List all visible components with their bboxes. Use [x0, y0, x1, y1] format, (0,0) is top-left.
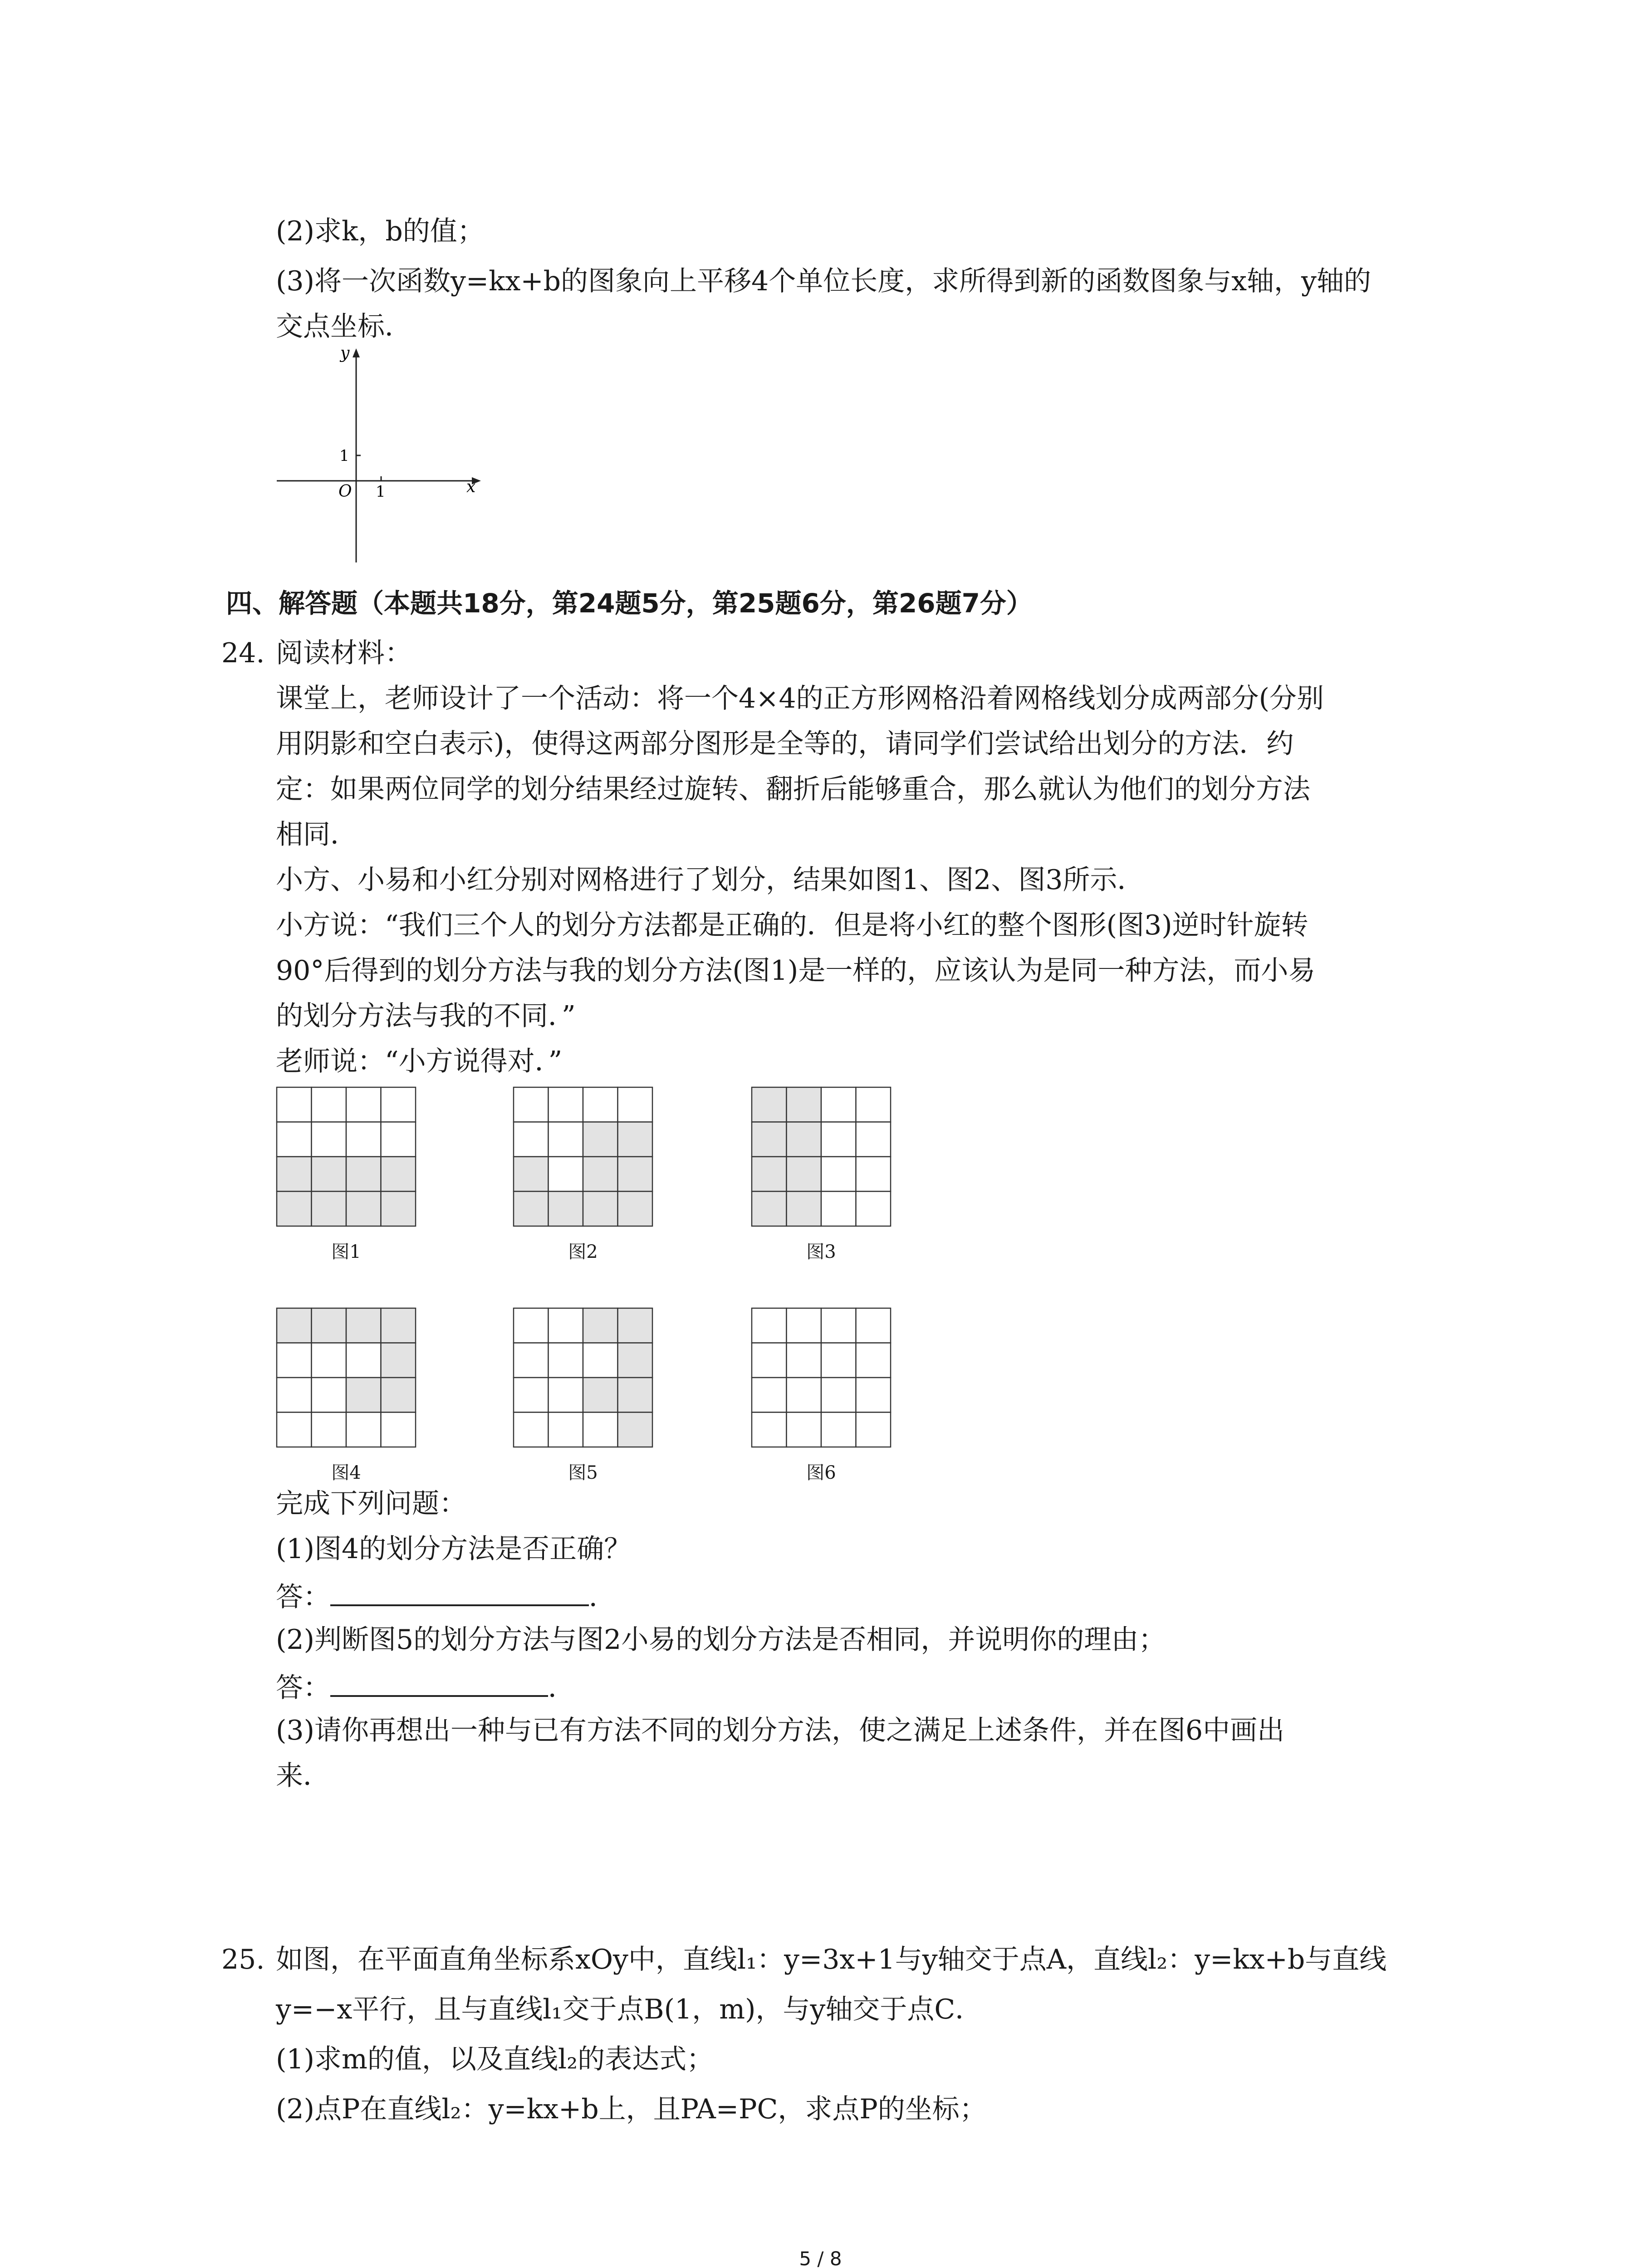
- figure-caption: 图2: [568, 1242, 598, 1262]
- q25-number: 25.: [221, 1944, 265, 1975]
- grid-cell-blank[interactable]: [821, 1308, 856, 1343]
- figure-caption: 图1: [331, 1242, 361, 1262]
- grid-cell-shaded: [311, 1308, 346, 1343]
- grid-cell-blank: [583, 1343, 618, 1378]
- grid-cell-blank[interactable]: [786, 1413, 821, 1447]
- grid-cell-blank[interactable]: [752, 1413, 787, 1447]
- grid-cell-blank: [583, 1087, 618, 1122]
- grid-cell-shaded: [786, 1157, 821, 1192]
- grid-cell-shaded: [618, 1157, 653, 1192]
- y-axis-label: y: [340, 344, 350, 362]
- grid-cell-shaded: [381, 1157, 416, 1192]
- q24-q2: (2)判断图5的划分方法与图2小易的划分方法是否相同，并说明你的理由；: [276, 1624, 1166, 1656]
- q23-part2: (2)求k，b的值；: [276, 215, 485, 247]
- grid-cell-blank: [821, 1122, 856, 1157]
- q24-answer-2: [276, 1667, 575, 1706]
- grid-cell-shaded: [277, 1157, 312, 1192]
- grid-cell-shaded: [381, 1343, 416, 1378]
- grid-cell-blank: [311, 1122, 346, 1157]
- grid-cell-blank: [311, 1343, 346, 1378]
- grid-cell-blank[interactable]: [821, 1378, 856, 1413]
- q24-p1-line: 相同．: [276, 819, 358, 850]
- grid-svg: [513, 1086, 653, 1227]
- grid-cell-blank[interactable]: [786, 1343, 821, 1378]
- grid-cell-shaded: [381, 1308, 416, 1343]
- q24-p3-line: 的划分方法与我的不同．”: [276, 1000, 576, 1032]
- grid-cell-blank: [277, 1378, 312, 1413]
- answer-period: ．: [548, 1672, 575, 1704]
- grid-cell-blank: [311, 1087, 346, 1122]
- figure-caption: 图3: [806, 1242, 836, 1262]
- grid-cell-shaded: [548, 1192, 583, 1227]
- q24-number: 24.: [221, 637, 265, 669]
- grid-cell-blank: [514, 1122, 549, 1157]
- grid-cell-shaded: [618, 1413, 653, 1447]
- grid-cell-shaded: [583, 1122, 618, 1157]
- q24-p1-line: 用阴影和空白表示)，使得这两部分图形是全等的，请同学们尝试给出划分的方法．约: [276, 728, 1294, 760]
- q25-part1: (1)求m的值，以及直线l₂的表达式；: [276, 2043, 714, 2075]
- grid-cell-blank[interactable]: [856, 1308, 891, 1343]
- grid-cell-blank[interactable]: [786, 1308, 821, 1343]
- grid-cell-blank: [277, 1087, 312, 1122]
- grid-cell-blank: [548, 1343, 583, 1378]
- grid-svg: [751, 1086, 892, 1227]
- grid-figure-1: [276, 1086, 416, 1227]
- grid-cell-blank: [856, 1122, 891, 1157]
- grid-cell-blank: [821, 1087, 856, 1122]
- q24-task: 完成下列问题：: [276, 1488, 466, 1520]
- answer-label: 答：: [276, 1672, 330, 1704]
- answer-period: ．: [589, 1581, 616, 1613]
- grid-cell-shaded: [786, 1087, 821, 1122]
- q24-intro: 阅读材料：: [276, 637, 412, 669]
- figure-caption: 图6: [806, 1462, 836, 1483]
- grid-cell-shaded: [583, 1308, 618, 1343]
- grid-cell-blank: [346, 1122, 381, 1157]
- q24-p4: 老师说：“小方说得对．”: [276, 1046, 563, 1077]
- grid-cell-shaded: [752, 1157, 787, 1192]
- grid-cell-shaded: [752, 1087, 787, 1122]
- grid-svg: [276, 1307, 416, 1448]
- grid-figure-5: [513, 1307, 653, 1448]
- grid-cell-shaded: [346, 1308, 381, 1343]
- q25-line1: 如图，在平面直角坐标系xOy中，直线l₁：y=3x+1与y轴交于点A，直线l₂：y=kx+b与直线: [276, 1944, 1387, 1975]
- grid-cell-blank[interactable]: [752, 1308, 787, 1343]
- section-4-heading: 四、解答题（本题共18分，第24题5分，第25题6分，第26题7分）: [226, 588, 1033, 619]
- grid-cell-shaded: [381, 1192, 416, 1227]
- grid-cell-blank: [583, 1413, 618, 1447]
- grid-cell-blank: [381, 1087, 416, 1122]
- grid-cell-blank: [514, 1343, 549, 1378]
- grid-cell-blank: [277, 1413, 312, 1447]
- grid-cell-blank: [821, 1192, 856, 1227]
- grid-figure-2: [513, 1086, 653, 1227]
- grid-figure-4: [276, 1307, 416, 1448]
- grid-cell-blank[interactable]: [821, 1343, 856, 1378]
- q25-part2: (2)点P在直线l₂：y=kx+b上，且PA=PC，求点P的坐标；: [276, 2093, 987, 2125]
- grid-cell-shaded: [381, 1378, 416, 1413]
- grid-cell-blank: [548, 1157, 583, 1192]
- figure-caption: 图5: [568, 1462, 598, 1483]
- q25-line2: y=−x平行，且与直线l₁交于点B(1，m)，与y轴交于点C．: [276, 1994, 983, 2025]
- grid-figure-6[interactable]: [751, 1307, 892, 1448]
- q23-part3-line2: 交点坐标．: [276, 311, 412, 342]
- grid-cell-blank: [548, 1122, 583, 1157]
- grid-cell-shaded: [514, 1157, 549, 1192]
- grid-cell-blank: [548, 1413, 583, 1447]
- grid-cell-blank: [514, 1413, 549, 1447]
- grid-cell-blank: [514, 1087, 549, 1122]
- grid-cell-shaded: [786, 1122, 821, 1157]
- grid-cell-shaded: [277, 1192, 312, 1227]
- origin-label: O: [338, 482, 352, 501]
- answer-blank-2[interactable]: [330, 1667, 548, 1697]
- grid-cell-shaded: [618, 1343, 653, 1378]
- grid-cell-shaded: [346, 1157, 381, 1192]
- grid-cell-shaded: [786, 1192, 821, 1227]
- grid-cell-shaded: [346, 1378, 381, 1413]
- y-tick-label: 1: [339, 447, 349, 465]
- grid-cell-blank: [821, 1157, 856, 1192]
- grid-cell-blank: [618, 1087, 653, 1122]
- grid-cell-blank[interactable]: [786, 1378, 821, 1413]
- grid-cell-blank[interactable]: [856, 1413, 891, 1447]
- grid-cell-blank[interactable]: [856, 1343, 891, 1378]
- q24-p1-line: 课堂上，老师设计了一个活动：将一个4×4的正方形网格沿着网格线划分成两部分(分别: [276, 683, 1324, 714]
- coordinate-axes-figure: [272, 340, 490, 567]
- grid-cell-blank: [514, 1378, 549, 1413]
- page-number: 5 / 8: [799, 2248, 842, 2268]
- grid-cell-shaded: [752, 1192, 787, 1227]
- grid-svg: [513, 1307, 653, 1448]
- grid-cell-blank: [311, 1378, 346, 1413]
- grid-cell-blank: [514, 1308, 549, 1343]
- q24-p3-line: 小方说：“我们三个人的划分方法都是正确的．但是将小红的整个图形(图3)逆时针旋转: [276, 909, 1308, 941]
- grid-cell-shaded: [752, 1122, 787, 1157]
- grid-cell-blank[interactable]: [752, 1343, 787, 1378]
- grid-cell-shaded: [514, 1192, 549, 1227]
- q24-q3-line2: 来．: [276, 1760, 330, 1792]
- grid-cell-shaded: [311, 1192, 346, 1227]
- grid-cell-shaded: [346, 1192, 381, 1227]
- grid-cell-blank[interactable]: [821, 1413, 856, 1447]
- q24-p1-line: 定：如果两位同学的划分结果经过旋转、翻折后能够重合，那么就认为他们的划分方法: [276, 773, 1310, 805]
- grid-cell-blank: [856, 1192, 891, 1227]
- grid-cell-blank: [311, 1413, 346, 1447]
- grid-cell-shaded: [618, 1192, 653, 1227]
- grid-cell-shaded: [277, 1308, 312, 1343]
- grid-cell-shaded: [618, 1378, 653, 1413]
- q24-q1: (1)图4的划分方法是否正确？: [276, 1533, 632, 1565]
- grid-cell-blank: [548, 1087, 583, 1122]
- grid-cell-blank: [856, 1157, 891, 1192]
- q24-answer-1: [276, 1576, 616, 1615]
- grid-cell-blank: [346, 1413, 381, 1447]
- grid-cell-blank: [548, 1378, 583, 1413]
- q24-p2: 小方、小易和小红分别对网格进行了划分，结果如图1、图2、图3所示．: [276, 864, 1145, 896]
- x-tick-label: 1: [376, 483, 386, 501]
- answer-label: 答：: [276, 1581, 330, 1613]
- grid-svg: [751, 1307, 892, 1448]
- grid-cell-shaded: [618, 1308, 653, 1343]
- grid-svg: [276, 1086, 416, 1227]
- q23-part3-line1: (3)将一次函数y=kx+b的图象向上平移4个单位长度，求所得到新的函数图象与x轴，y轴的: [276, 265, 1371, 297]
- answer-blank-1[interactable]: [330, 1576, 589, 1606]
- q24-p3-line: 90°后得到的划分方法与我的划分方法(图1)是一样的，应该认为是同一种方法，而小易: [276, 955, 1316, 987]
- grid-cell-blank: [548, 1308, 583, 1343]
- grid-cell-blank: [277, 1122, 312, 1157]
- figure-caption: 图4: [331, 1462, 361, 1483]
- grid-cell-blank[interactable]: [752, 1378, 787, 1413]
- grid-figure-3: [751, 1086, 892, 1227]
- q24-q3-line1: (3)请你再想出一种与已有方法不同的划分方法，使之满足上述条件，并在图6中画出: [276, 1715, 1285, 1746]
- grid-cell-blank: [381, 1122, 416, 1157]
- grid-cell-shaded: [618, 1122, 653, 1157]
- grid-cell-blank: [346, 1087, 381, 1122]
- grid-cell-blank: [381, 1413, 416, 1447]
- y-axis-arrow: [353, 348, 360, 357]
- grid-cell-shaded: [583, 1157, 618, 1192]
- grid-cell-shaded: [583, 1192, 618, 1227]
- grid-cell-blank: [346, 1343, 381, 1378]
- grid-cell-shaded: [583, 1378, 618, 1413]
- grid-cell-blank: [277, 1343, 312, 1378]
- grid-cell-blank: [856, 1087, 891, 1122]
- grid-cell-shaded: [311, 1157, 346, 1192]
- x-axis-label: x: [466, 478, 476, 496]
- grid-cell-blank[interactable]: [856, 1378, 891, 1413]
